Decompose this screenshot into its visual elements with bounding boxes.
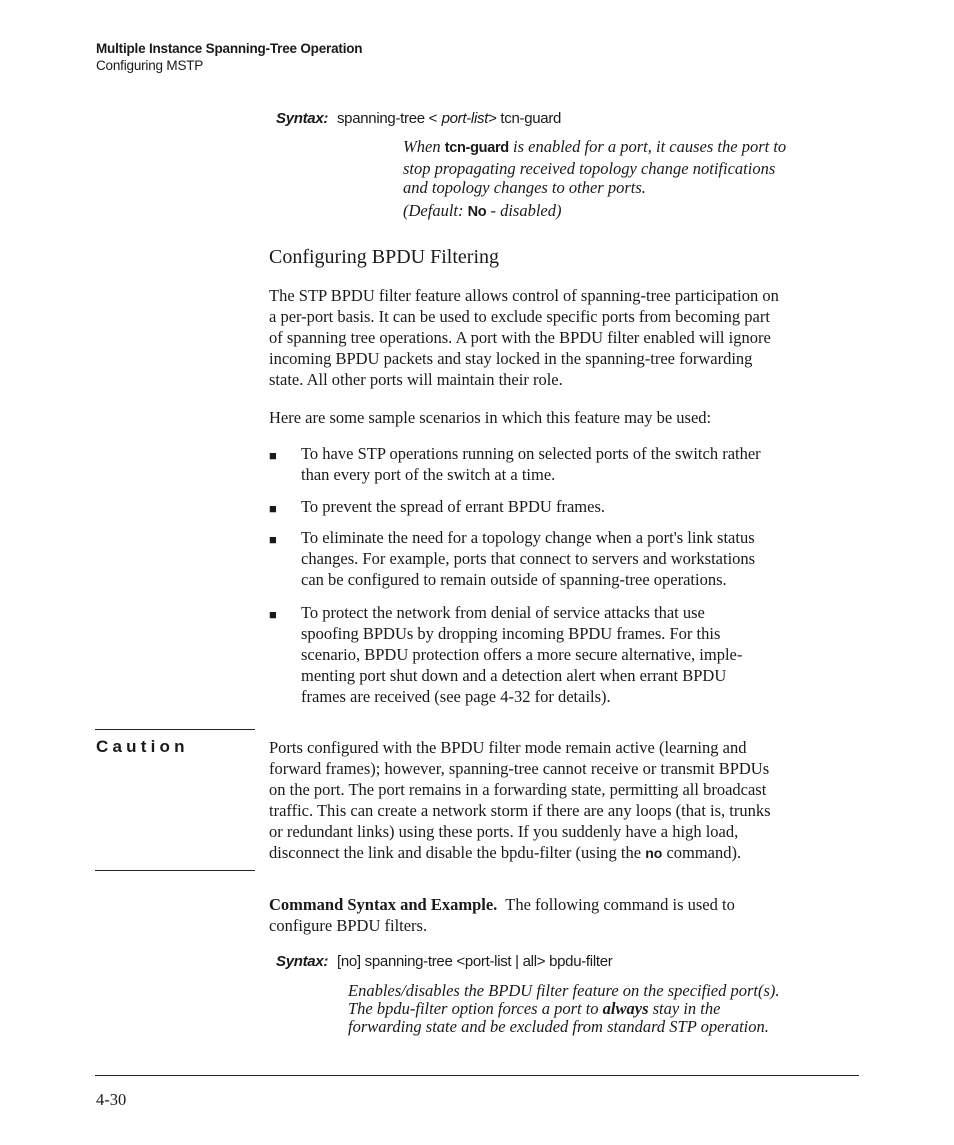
running-header-title: Multiple Instance Spanning-Tree Operation bbox=[96, 41, 363, 56]
tcn-guard-keyword: tcn-guard bbox=[444, 140, 509, 156]
bullet-marker: ■ bbox=[269, 501, 277, 516]
intro-paragraph: The STP BPDU filter feature allows control of spanning-tree participation on a per-port basis. It can be used to exclude specific ports from becoming part of spanning tree operations. A port with the BPDU filter enabled will ignore incoming BPDU packets and stay locked in the spanning-tree forwarding state. All other ports will maintain their role. bbox=[269, 286, 779, 389]
bullet-marker: ■ bbox=[269, 607, 277, 622]
running-header-subtitle: Configuring MSTP bbox=[96, 58, 204, 73]
tcn-desc-line-2: stop propagating received topology change notifications bbox=[403, 158, 776, 178]
bullet-item: To protect the network from denial of service attacks that use spoofing BPDUs by dropping incoming BPDU frames. For this scenario, BPDU protection offers a more secure alternative, imple- menting port shut down and a detection alert when errant BPDU frames are received (see page 4-32 for details). bbox=[301, 603, 743, 706]
syntax-label: Syntax: bbox=[276, 110, 329, 127]
bullet-item: To eliminate the need for a topology change when a port's link status changes. For example, ports that connect to servers and workstations can be configured to remain outside of spanning-tree operations. bbox=[301, 528, 756, 589]
caution-bottom-rule bbox=[95, 870, 255, 871]
tcn-guard-syntax-line bbox=[276, 110, 561, 128]
no-keyword: no bbox=[645, 845, 663, 861]
section-heading: Configuring BPDU Filtering bbox=[269, 246, 500, 268]
tcn-desc-line-3: and topology changes to other ports. bbox=[403, 178, 646, 198]
caution-text: Ports configured with the BPDU filter mode remain active (learning and forward frames); however, spanning-tree cannot receive or transmit BPDUs on the port. The port remains in a forwarding state, permitting all broadcast traffic. This can create a network storm if there are any loops (that is, trunks or redundant links) using these ports. If you suddenly have a high load, disconnect the link and disable the bpdu-filter (using the no command). bbox=[269, 738, 771, 862]
syntax-command-prefix: spanning-tree < bbox=[336, 110, 438, 127]
command-example-paragraph: Command Syntax and Example. The following command is used to configure BPDU filters. bbox=[269, 895, 735, 935]
bpdu-filter-description: Enables/disables the BPDU filter feature on the specified port(s). The bpdu-filter option forces a port to always stay in the forwarding state and be excluded from standard STP operation. bbox=[348, 981, 780, 1036]
syntax-command-suffix: > tcn-guard bbox=[488, 110, 562, 127]
bullet-marker: ■ bbox=[269, 532, 277, 547]
footer-rule bbox=[95, 1075, 859, 1076]
bullet-marker: ■ bbox=[269, 448, 277, 463]
tcn-guard-description bbox=[403, 137, 873, 223]
bpdu-filter-syntax-line bbox=[276, 953, 612, 971]
caution-top-rule bbox=[95, 729, 255, 730]
command-example-lead: Command Syntax and Example. bbox=[269, 895, 498, 914]
syntax-label: Syntax: bbox=[276, 953, 329, 970]
scenarios-intro: Here are some sample scenarios in which this feature may be used: bbox=[269, 408, 712, 427]
bullet-item: To prevent the spread of errant BPDU frames. bbox=[301, 497, 605, 516]
tcn-default-line: (Default: No - disabled) bbox=[403, 201, 562, 221]
default-value: No bbox=[467, 204, 487, 221]
bullet-item: To have STP operations running on selected ports of the switch rather than every port of the switch at a time. bbox=[301, 444, 761, 484]
caution-label: Caution bbox=[96, 737, 189, 756]
syntax-command: [no] spanning-tree <port-list | all> bpdu-filter bbox=[336, 953, 613, 970]
tcn-desc-line-1: When tcn-guard is enabled for a port, it causes the port to bbox=[403, 137, 787, 156]
page-number: 4-30 bbox=[96, 1090, 127, 1109]
syntax-command-arg: port-list bbox=[441, 110, 489, 127]
always-emphasis: always bbox=[602, 999, 649, 1018]
